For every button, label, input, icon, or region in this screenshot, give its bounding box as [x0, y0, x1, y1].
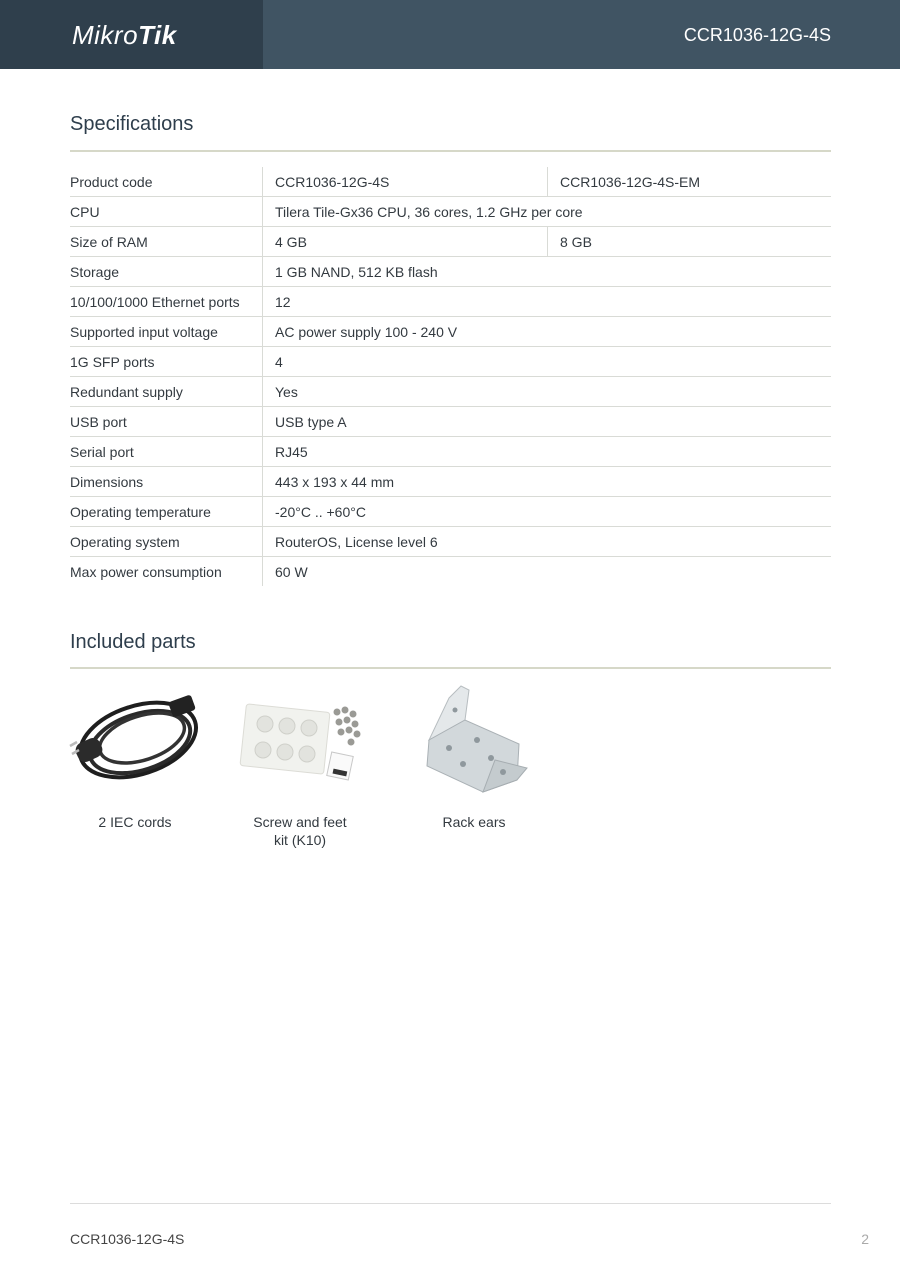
- spec-value: 4: [263, 347, 832, 377]
- spec-label: Supported input voltage: [70, 317, 263, 347]
- specifications-table: [70, 167, 831, 586]
- spec-value: 12: [263, 287, 832, 317]
- spec-value: CCR1036-12G-4S-EM: [548, 167, 832, 197]
- spec-value: USB type A: [263, 407, 832, 437]
- spec-label: Operating system: [70, 527, 263, 557]
- spec-value: RouterOS, License level 6: [263, 527, 832, 557]
- part-caption-line2: kit (K10): [273, 832, 327, 848]
- spec-row: [70, 287, 831, 317]
- part-iec-cords: [60, 680, 210, 831]
- spec-value: Tilera Tile-Gx36 CPU, 36 cores, 1.2 GHz per core: [263, 197, 832, 227]
- spec-label: Max power consumption: [70, 563, 222, 580]
- spec-row: [70, 557, 831, 587]
- logo-area: [0, 0, 263, 69]
- spec-value: Yes: [263, 377, 832, 407]
- spec-row: [70, 497, 831, 527]
- spec-row: [70, 347, 831, 377]
- footer-divider: [70, 1203, 831, 1204]
- spec-value: RJ45: [263, 437, 832, 467]
- part-screw-feet-kit: [225, 680, 375, 849]
- spec-row: [70, 467, 831, 497]
- specifications-title: Specifications: [70, 113, 194, 135]
- spec-row: [70, 377, 831, 407]
- screw-kit-icon: [225, 680, 375, 800]
- specifications-divider: [70, 150, 831, 152]
- included-parts-title: Included parts: [70, 631, 196, 653]
- spec-value: 4 GB: [263, 227, 548, 257]
- spec-label: USB port: [70, 407, 263, 437]
- header-product-title: CCR1036-12G-4S: [683, 25, 831, 45]
- part-caption-line1: Rack ears: [442, 814, 506, 830]
- footer-product-name: CCR1036-12G-4S: [70, 1231, 185, 1247]
- spec-label: 10/100/1000 Ethernet ports: [70, 287, 263, 317]
- spec-value: AC power supply 100 - 240 V: [263, 317, 832, 347]
- spec-value: 8 GB: [548, 227, 832, 257]
- spec-row: [70, 197, 831, 227]
- part-caption-line1: Screw and feet: [253, 814, 347, 830]
- rack-ear-icon: [399, 680, 549, 800]
- spec-label: Storage: [70, 257, 263, 287]
- spec-row: [70, 407, 831, 437]
- page-header: [0, 0, 900, 69]
- spec-label: Operating temperature: [70, 497, 263, 527]
- spec-row: [70, 527, 831, 557]
- page-number: 2: [861, 1231, 869, 1247]
- part-caption-line1: 2 IEC cords: [98, 814, 172, 830]
- spec-label: Product code: [70, 167, 263, 197]
- part-rack-ears: [399, 680, 549, 831]
- included-parts-divider: [70, 667, 831, 669]
- spec-label: Serial port: [70, 437, 263, 467]
- spec-label: 1G SFP ports: [70, 347, 263, 377]
- spec-value: 60 W: [263, 557, 832, 587]
- spec-row: [70, 317, 831, 347]
- spec-label: Dimensions: [70, 467, 263, 497]
- spec-value: CCR1036-12G-4S: [263, 167, 548, 197]
- spec-label: CPU: [70, 197, 263, 227]
- spec-row: [70, 437, 831, 467]
- spec-label: Redundant supply: [70, 377, 263, 407]
- spec-label: Size of RAM: [70, 227, 263, 257]
- spec-row: [70, 227, 831, 257]
- spec-value: 443 x 193 x 44 mm: [263, 467, 832, 497]
- power-cord-icon: [60, 680, 210, 800]
- spec-value: -20°C .. +60°C: [263, 497, 832, 527]
- spec-row: [70, 167, 831, 197]
- spec-value: 1 GB NAND, 512 KB flash: [263, 257, 832, 287]
- mikrotik-logo: MikroTik: [72, 20, 177, 50]
- spec-row: [70, 257, 831, 287]
